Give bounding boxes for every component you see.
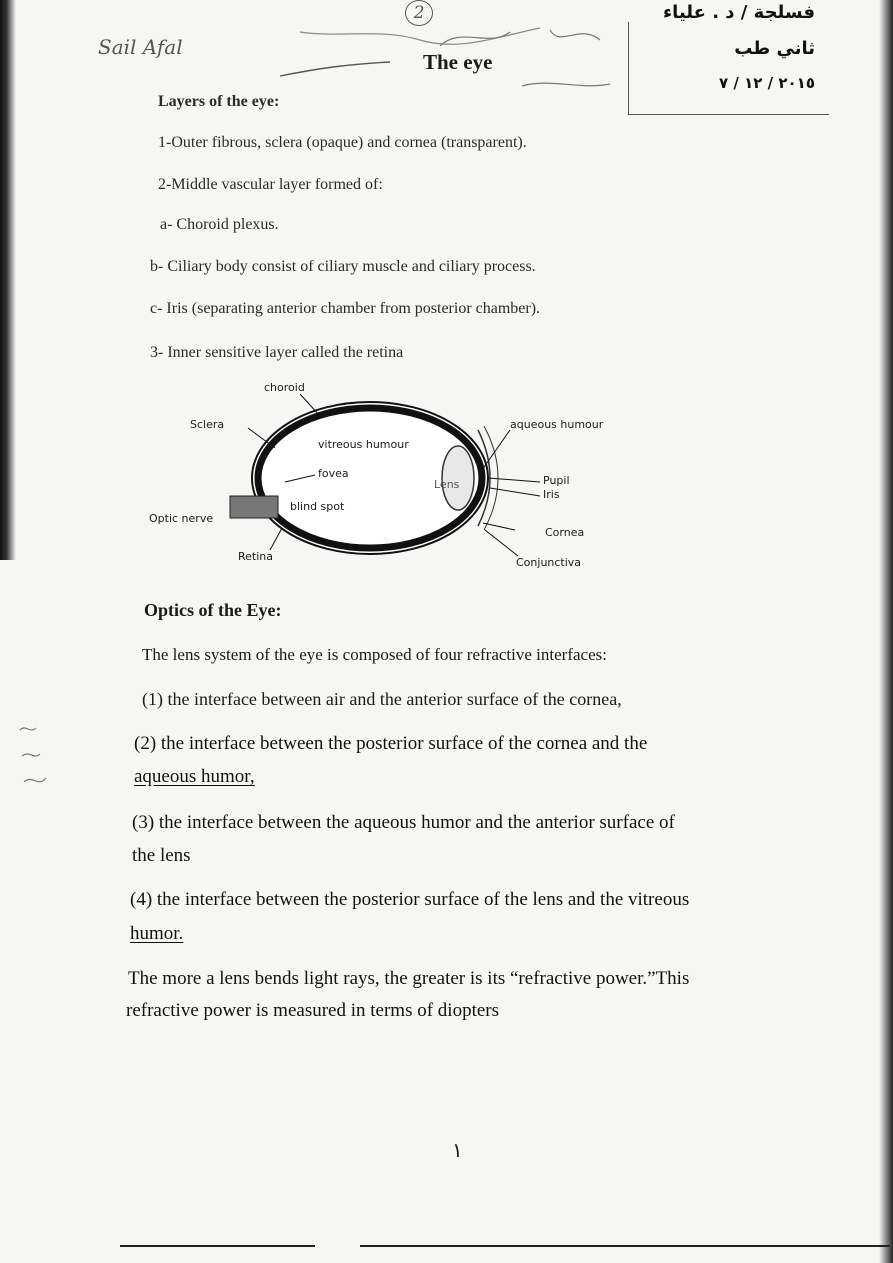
layer-middle-a: a- Choroid plexus.	[160, 216, 279, 233]
label-retina: Retina	[238, 550, 273, 563]
label-optic-nerve: Optic nerve	[149, 512, 214, 525]
label-pupil: Pupil	[543, 474, 570, 487]
optics-intro: The lens system of the eye is composed of four refractive interfaces:	[142, 645, 607, 664]
label-blind-spot: blind spot	[290, 500, 345, 513]
label-fovea: fovea	[318, 467, 349, 480]
optics-heading: Optics of the Eye:	[144, 600, 282, 620]
layer-middle-c: c- Iris (separating anterior chamber from posterior chamber).	[150, 300, 541, 317]
layer-inner: 3- Inner sensitive layer called the retina	[150, 344, 404, 361]
header-box	[628, 22, 829, 115]
scan-shadow-right	[879, 0, 893, 1263]
label-aqueous-humour: aqueous humour	[510, 418, 604, 431]
label-sclera: Sclera	[190, 418, 225, 431]
circled-page-number: 2	[405, 0, 433, 26]
eye-diagram	[140, 378, 660, 578]
eye-cross-section	[140, 378, 660, 578]
refractive-power-line-2: refractive power is measured in terms of diopters	[126, 1000, 500, 1021]
footer-rule-left	[120, 1245, 315, 1247]
layer-middle-b: b- Ciliary body consist of ciliary muscle and ciliary process.	[150, 258, 536, 275]
header-lecturer: فسلجة / د . علياء	[662, 2, 815, 23]
layer-outer: 1-Outer fibrous, sclera (opaque) and cornea (transparent).	[158, 134, 527, 151]
label-conjunctiva: Conjunctiva	[516, 556, 582, 569]
layer-middle: 2-Middle vascular layer formed of:	[158, 176, 383, 193]
refractive-power-line-1: The more a lens bends light rays, the greater is its “refractive power.”This	[128, 968, 690, 989]
footer-rule-right	[360, 1245, 890, 1247]
header-date: ٢٠١٥ / ١٢ / ٧	[719, 74, 815, 92]
handwritten-name: Sail Afal	[98, 35, 183, 59]
interface-1: (1) the interface between air and the anterior surface of the cornea,	[142, 689, 622, 709]
interface-2-line-1: (2) the interface between the posterior surface of the cornea and the	[134, 733, 648, 754]
scan-shadow-left	[0, 0, 16, 560]
interface-2-line-2: aqueous humor,	[134, 766, 255, 787]
page-number: ١	[452, 1138, 463, 1162]
header-stage: ثاني طب	[734, 38, 815, 59]
interface-4-line-2: humor.	[130, 923, 184, 944]
label-iris: Iris	[543, 488, 560, 501]
label-lens: Lens	[434, 478, 460, 491]
label-choroid: choroid	[264, 381, 305, 394]
interface-3-line-1: (3) the interface between the aqueous humor and the anterior surface of	[132, 812, 675, 833]
layers-heading: Layers of the eye:	[158, 93, 280, 110]
label-vitreous-humour: vitreous humour	[318, 438, 409, 451]
label-cornea: Cornea	[545, 526, 585, 539]
interface-3-line-2: the lens	[132, 845, 191, 866]
margin-scribbles	[12, 700, 72, 810]
page-title: The eye	[423, 50, 493, 74]
interface-4-line-1: (4) the interface between the posterior surface of the lens and the vitreous	[130, 889, 690, 910]
